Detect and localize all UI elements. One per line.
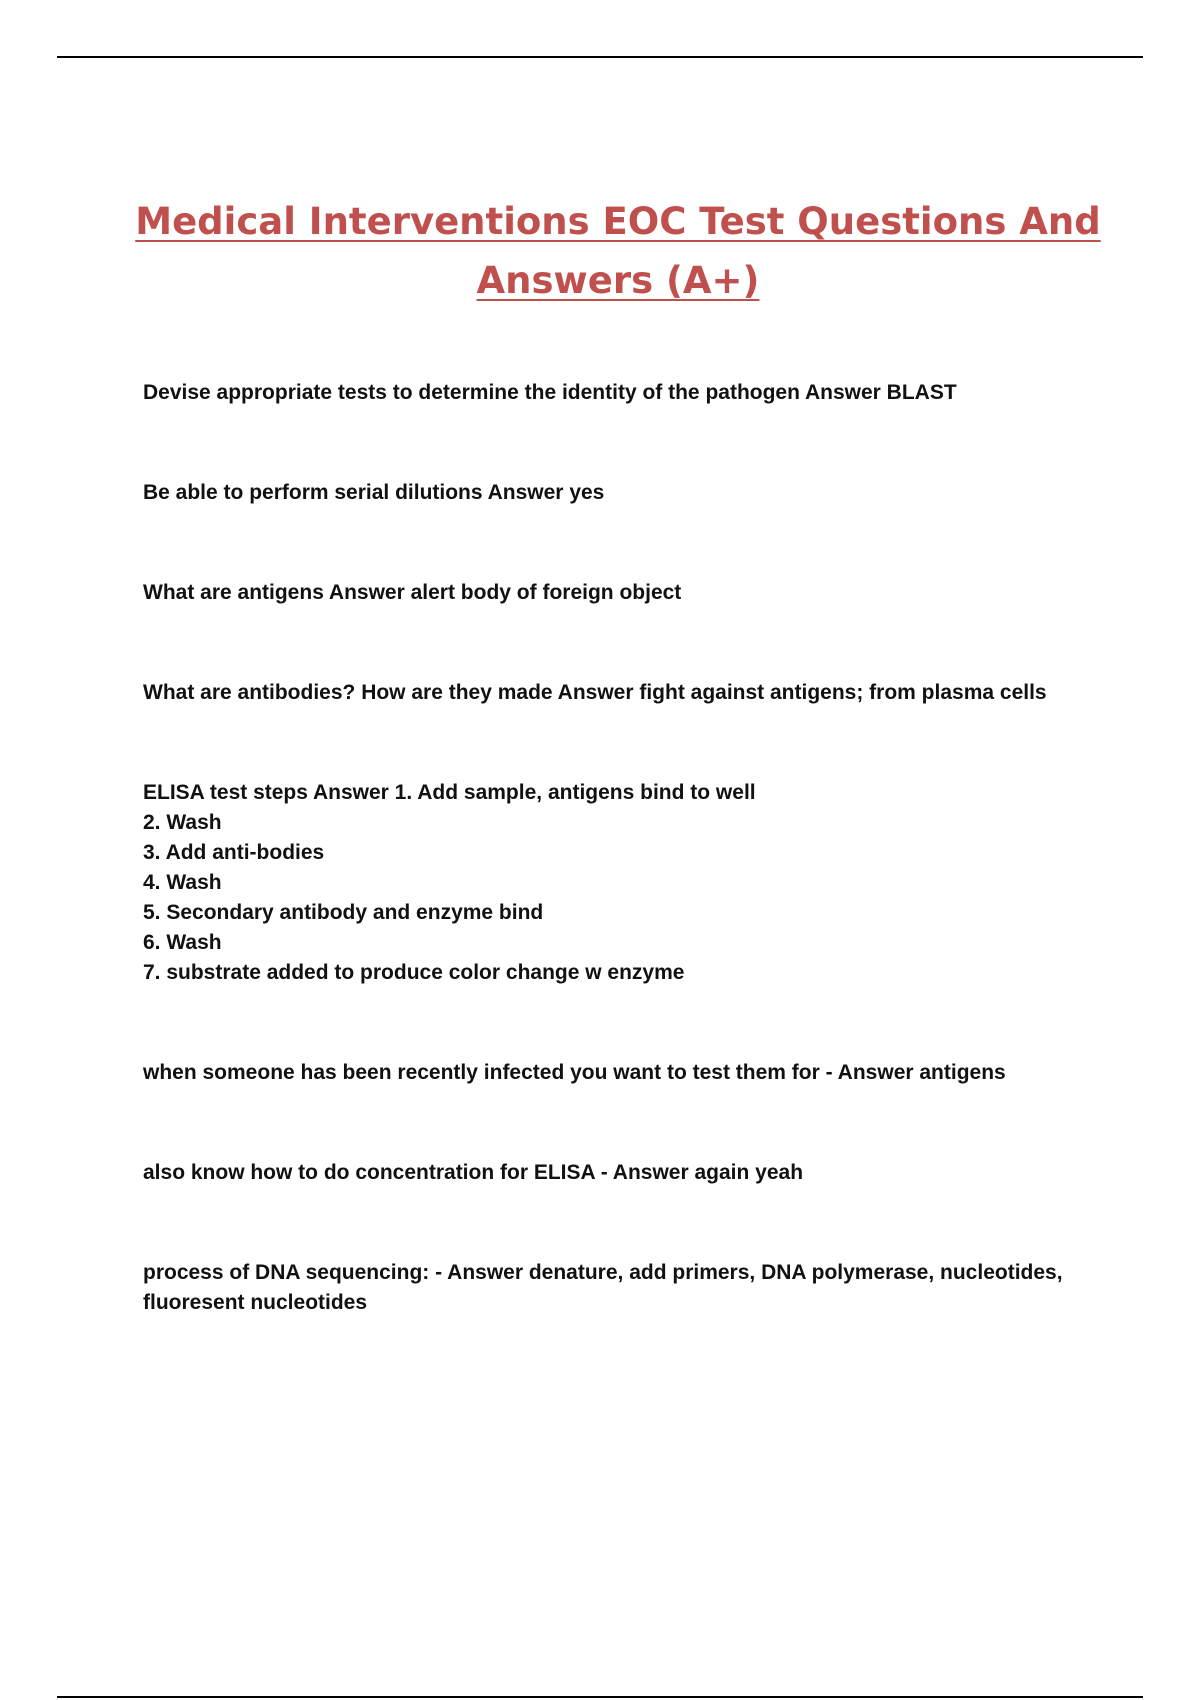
document-title — [120, 192, 1116, 310]
qa-entry: Be able to perform serial dilutions Answer yes — [143, 481, 605, 504]
qa-entry: process of DNA sequencing: - Answer denature, add primers, DNA polymerase, nucleotides, fluoresent nucleotides — [143, 1261, 1063, 1314]
bottom-rule — [57, 1696, 1143, 1698]
elisa-step: 6. Wash — [143, 931, 222, 954]
document-title-text: Medical Interventions EOC Test Questions And Answers (A+) — [135, 200, 1101, 302]
elisa-step: 5. Secondary antibody and enzyme bind — [143, 901, 544, 924]
elisa-question: ELISA test steps Answer 1. Add sample, antigens bind to well — [143, 781, 756, 804]
qa-entry: Devise appropriate tests to determine the identity of the pathogen Answer BLAST — [143, 381, 957, 404]
qa-entry: What are antibodies? How are they made Answer fight against antigens; from plasma cells — [143, 681, 1047, 704]
elisa-step: 2. Wash — [143, 811, 222, 834]
qa-entry: when someone has been recently infected you want to test them for - Answer antigens — [143, 1061, 1006, 1084]
top-rule — [57, 56, 1143, 58]
qa-entry: What are antigens Answer alert body of foreign object — [143, 581, 682, 604]
qa-entry: also know how to do concentration for ELISA - Answer again yeah — [143, 1161, 804, 1184]
elisa-step: 3. Add anti-bodies — [143, 841, 325, 864]
elisa-step: 7. substrate added to produce color change w enzyme — [143, 961, 685, 984]
document-body — [143, 378, 1103, 1318]
elisa-step: 4. Wash — [143, 871, 222, 894]
